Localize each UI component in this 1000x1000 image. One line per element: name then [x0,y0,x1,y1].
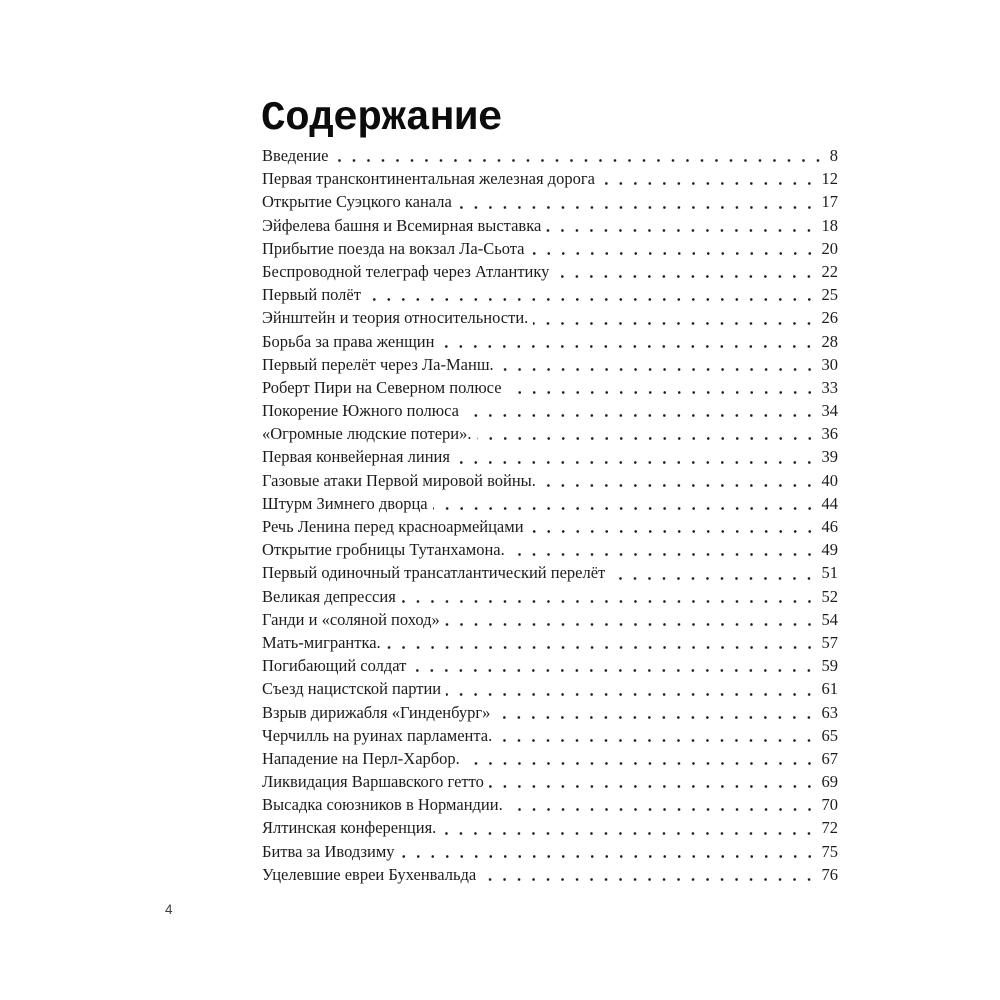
toc-row [262,214,838,237]
dot-leader [433,492,819,515]
dot-leader [499,353,819,376]
toc-entry-page: 36 [821,424,838,444]
dot-leader [554,260,818,283]
toc-entry-title: Открытие гробницы Тутанхамона. [262,540,505,560]
dot-leader [508,793,819,816]
toc-entry-title: Высадка союзников в Нормандии. [262,795,503,815]
toc-entry-page: 63 [821,702,838,722]
toc-row [262,144,838,167]
dot-leader [445,608,819,631]
toc-row [262,237,838,260]
toc-entry-title: Речь Ленина перед красноармейцами [262,517,524,536]
toc-entry-page: 49 [821,540,838,560]
toc-entry-title: Ликвидация Варшавского гетто [262,772,484,792]
toc-entry-title: Нападение на Перл-Харбор. [262,748,460,768]
toc-row [262,793,838,816]
toc-entry-title: Газовые атаки Первой мировой войны. [262,470,536,490]
toc-entry-title: Битва за Иводзиму [262,841,395,861]
footer-page-number: 4 [165,902,173,917]
toc-entry-title: Уцелевшие евреи Бухенвальда [262,864,477,884]
toc-row [262,654,838,677]
dot-leader [441,816,818,839]
toc-entry-page: 75 [821,841,838,861]
toc-entry-page: 76 [821,864,838,884]
dot-leader [497,724,818,747]
toc-entry-page: 46 [821,517,838,536]
toc-entry-title: Первый одиночный трансатлантический перелёт [262,563,606,583]
dot-leader [439,330,818,353]
toc-row [262,469,838,492]
toc-row [262,863,838,886]
toc-row [262,724,838,747]
toc-entry-page: 44 [821,493,838,513]
toc-entry-title: Первый полёт [262,285,361,305]
toc-row [262,538,838,561]
toc-entry-page: 51 [821,563,838,583]
toc-entry-title: Мать-мигрантка. [262,632,381,652]
toc-entry-title: Черчилль на руинах парламента. [262,725,493,745]
dot-leader [481,863,818,886]
toc-row [262,376,838,399]
toc-row [262,260,838,283]
toc-row [262,701,838,724]
toc-entry-page: 17 [821,192,838,212]
toc-row [262,816,838,839]
dot-leader [366,283,819,306]
toc-entry-title: Взрыв дирижабля «Гинденбург» [262,702,491,722]
toc-row [262,631,838,654]
toc-entry-page: 20 [821,238,838,258]
toc-entry-page: 12 [821,169,838,189]
dot-leader [510,538,819,561]
dot-leader [533,306,818,329]
toc-entry-page: 22 [821,261,838,281]
toc-entry-title: Роберт Пири на Северном полюсе [262,377,502,397]
toc-row [262,283,838,306]
dot-leader [529,515,819,538]
toc-row [262,492,838,515]
toc-entry-page: 26 [821,308,838,328]
toc-row [262,747,838,770]
dot-leader [411,654,818,677]
toc-entry-title: Съезд нацистской партии [262,679,442,699]
toc-row [262,608,838,631]
toc-entry-page: 25 [821,285,838,305]
toc-entry-title: Ганди и «соляной поход» [262,609,440,629]
toc-entry-title: Прибытие поезда на вокзал Ла-Сьота [262,238,525,258]
toc-row [262,445,838,468]
dot-leader [465,747,819,770]
toc-entry-title: Ялтинская конференция. [262,818,437,838]
toc-entry-title: Эйнштейн и теория относительности. [262,308,529,328]
toc-entry-page: 67 [821,748,838,768]
dot-leader [464,399,819,422]
toc-entry-page: 72 [821,818,838,838]
toc-entry-page: 52 [821,586,838,606]
toc-entry-title: Штурм Зимнего дворца [262,493,428,513]
dot-leader [546,214,818,237]
dot-leader [530,237,819,260]
dot-leader [610,561,818,584]
toc-row [262,422,838,445]
toc-row [262,190,838,213]
toc-row [262,561,838,584]
page-title: Содержание [261,96,503,143]
toc-entry-title: Эйфелева башня и Всемирная выставка [262,215,542,235]
dot-leader [600,167,819,190]
toc-entry-title: Великая депрессия [262,586,396,606]
dot-leader [446,677,818,700]
toc-entry-title: Первая конвейерная линия [262,447,450,467]
toc-entry-title: «Огромные людские потери». [262,424,472,444]
toc-entry-page: 69 [821,772,838,792]
dot-leader [495,701,818,724]
toc-entry-page: 28 [821,331,838,351]
toc-row [262,840,838,863]
toc-entry-title: Покорение Южного полюса [262,401,459,421]
toc-entry-page: 65 [821,725,838,745]
dot-leader [386,631,819,654]
toc-entry-page: 57 [821,632,838,652]
toc-row [262,770,838,793]
toc-row [262,585,838,608]
toc-entry-title: Беспроводной телеграф через Атлантику [262,261,550,281]
dot-leader [507,376,819,399]
toc-row [262,167,838,190]
dot-leader [489,770,819,793]
toc-entry-page: 8 [829,146,838,165]
toc-entry-title: Борьба за права женщин [262,331,435,351]
dot-leader [477,422,819,445]
toc-row [262,306,838,329]
dot-leader [401,585,819,608]
toc-entry-page: 54 [821,609,838,629]
dot-leader [334,144,827,167]
toc-row [262,677,838,700]
toc-entry-page: 33 [821,377,838,397]
toc-list [262,144,838,886]
toc-row [262,353,838,376]
toc-entry-title: Открытие Суэцкого канала [262,192,452,212]
toc-entry-page: 30 [821,354,838,374]
toc-entry-title: Введение [262,146,329,165]
dot-leader [457,190,819,213]
toc-entry-page: 18 [821,215,838,235]
toc-entry-page: 40 [821,470,838,490]
toc-entry-page: 59 [821,656,838,676]
dot-leader [541,469,819,492]
dot-leader [400,840,819,863]
toc-row [262,515,838,538]
dot-leader [455,445,819,468]
toc-row [262,399,838,422]
toc-entry-title: Первый перелёт через Ла-Манш. [262,354,494,374]
toc-row [262,330,838,353]
toc-entry-page: 61 [821,679,838,699]
toc-entry-page: 70 [821,795,838,815]
toc-entry-title: Первая трансконтинентальная железная дорога [262,169,595,189]
toc-entry-page: 34 [821,401,838,421]
toc-entry-page: 39 [821,447,838,467]
toc-entry-title: Погибающий солдат [262,656,407,676]
